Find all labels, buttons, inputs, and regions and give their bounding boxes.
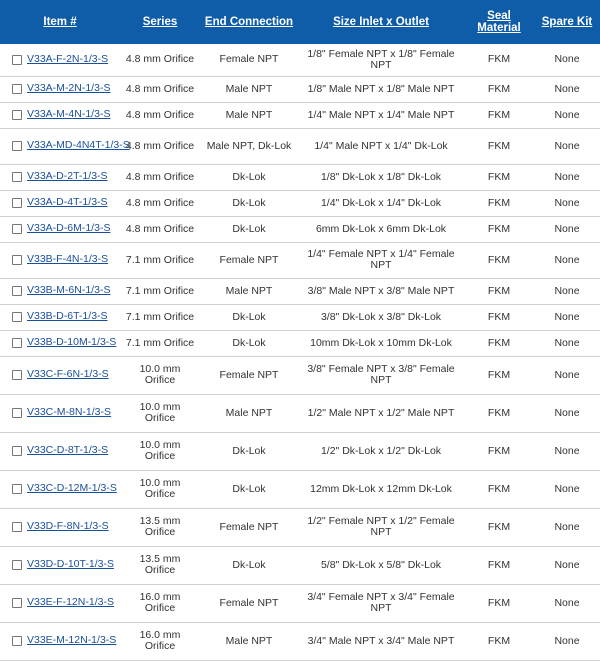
item-cell (0, 622, 120, 660)
row-select-checkbox[interactable] (12, 172, 22, 182)
seal-material-cell: FKM (487, 284, 511, 297)
item-link[interactable]: V33E-M-12N-1/3-S (27, 634, 117, 647)
table-row (0, 546, 600, 584)
spare-kit-cell: None (554, 596, 580, 609)
spare-kit-cell: None (554, 170, 580, 183)
series-cell: 10.0 mm Orifice (139, 477, 181, 500)
item-link[interactable]: V33E-F-12N-1/3-S (27, 596, 114, 609)
row-select-checkbox[interactable] (12, 198, 22, 208)
table-row (0, 190, 600, 216)
series-cell: 10.0 mm Orifice (139, 363, 181, 386)
spare-kit-cell: None (554, 482, 580, 495)
item-link[interactable]: V33D-F-8N-1/3-S (27, 520, 109, 533)
spare-kit-cell: None (554, 634, 580, 647)
item-link[interactable]: V33A-D-2T-1/3-S (27, 170, 108, 183)
seal-material-cell: FKM (487, 482, 511, 495)
seal-material-cell: FKM (487, 253, 511, 266)
spare-kit-cell: None (554, 196, 580, 209)
spare-kit-cell: None (554, 222, 580, 235)
end-connection-cell: Male NPT (225, 82, 273, 95)
table-row (0, 278, 600, 304)
spare-kit-cell: None (554, 558, 580, 571)
item-cell (0, 44, 120, 76)
item-link[interactable]: V33B-D-10M-1/3-S (27, 336, 117, 349)
table-header-row (0, 0, 600, 44)
item-cell (0, 470, 120, 508)
spare-kit-cell: None (554, 53, 580, 66)
item-cell (0, 546, 120, 584)
item-link[interactable]: V33A-D-6M-1/3-S (27, 222, 111, 235)
item-cell (0, 76, 120, 102)
size-cell: 1/4" Dk-Lok x 1/4" Dk-Lok (320, 196, 442, 209)
table-row (0, 76, 600, 102)
seal-material-cell: FKM (487, 82, 511, 95)
seal-material-cell: FKM (487, 558, 511, 571)
spare-kit-cell: None (554, 368, 580, 381)
end-connection-cell: Male NPT (225, 406, 273, 419)
item-link[interactable]: V33C-F-6N-1/3-S (27, 368, 109, 381)
spare-kit-cell: None (554, 336, 580, 349)
table-row (0, 394, 600, 432)
size-cell: 1/8" Female NPT x 1/8" Female NPT (307, 47, 455, 71)
size-cell: 3/4" Male NPT x 3/4" Male NPT (307, 634, 455, 647)
seal-material-cell: FKM (487, 108, 511, 121)
series-cell: 7.1 mm Orifice (125, 336, 195, 349)
table-row (0, 356, 600, 394)
item-cell (0, 330, 120, 356)
end-connection-cell: Female NPT (219, 368, 279, 381)
end-connection-cell: Male NPT (225, 284, 273, 297)
table-row (0, 508, 600, 546)
size-cell: 1/2" Dk-Lok x 1/2" Dk-Lok (320, 444, 442, 457)
table-row (0, 102, 600, 128)
end-connection-cell: Dk-Lok (232, 482, 266, 495)
end-connection-cell: Male NPT (225, 108, 273, 121)
header-seal-material[interactable]: Seal Material (477, 10, 521, 34)
end-connection-cell: Dk-Lok (232, 310, 266, 323)
item-cell (0, 432, 120, 470)
series-cell: 13.5 mm Orifice (139, 515, 181, 538)
row-select-checkbox[interactable] (12, 255, 22, 265)
seal-material-cell: FKM (487, 170, 511, 183)
size-cell: 5/8" Dk-Lok x 5/8" Dk-Lok (320, 558, 442, 571)
row-select-checkbox[interactable] (12, 446, 22, 456)
series-cell: 4.8 mm Orifice (125, 108, 195, 121)
series-cell: 7.1 mm Orifice (125, 253, 195, 266)
item-link[interactable]: V33C-M-8N-1/3-S (27, 406, 112, 419)
item-cell (0, 394, 120, 432)
end-connection-cell: Female NPT (219, 596, 279, 609)
row-select-checkbox[interactable] (12, 408, 22, 418)
series-cell: 10.0 mm Orifice (139, 439, 181, 462)
size-cell: 1/8" Male NPT x 1/8" Male NPT (307, 82, 455, 95)
end-connection-cell: Dk-Lok (232, 444, 266, 457)
end-connection-cell: Male NPT, Dk-Lok (206, 139, 292, 152)
row-select-checkbox[interactable] (12, 84, 22, 94)
series-cell: 4.8 mm Orifice (125, 170, 195, 183)
spare-kit-cell: None (554, 108, 580, 121)
spare-kit-cell: None (554, 253, 580, 266)
item-link[interactable]: V33B-M-6N-1/3-S (27, 284, 111, 297)
seal-material-cell: FKM (487, 634, 511, 647)
row-select-checkbox[interactable] (12, 560, 22, 570)
header-size[interactable]: Size Inlet x Outlet (333, 16, 429, 28)
item-link[interactable]: V33B-D-6T-1/3-S (27, 310, 108, 323)
item-link[interactable]: V33B-F-4N-1/3-S (27, 253, 109, 266)
row-select-checkbox[interactable] (12, 224, 22, 234)
size-cell: 6mm Dk-Lok x 6mm Dk-Lok (315, 222, 447, 235)
end-connection-cell: Female NPT (219, 253, 279, 266)
size-cell: 1/2" Female NPT x 1/2" Female NPT (307, 515, 455, 538)
row-select-checkbox[interactable] (12, 370, 22, 380)
item-link[interactable]: V33D-D-10T-1/3-S (27, 558, 114, 571)
header-series[interactable]: Series (142, 16, 178, 28)
row-select-checkbox[interactable] (12, 55, 22, 65)
size-cell: 12mm Dk-Lok x 12mm Dk-Lok (310, 482, 452, 495)
spare-kit-cell: None (554, 406, 580, 419)
seal-material-cell: FKM (487, 368, 511, 381)
row-select-checkbox[interactable] (12, 636, 22, 646)
seal-material-cell: FKM (487, 596, 511, 609)
seal-material-cell: FKM (487, 53, 511, 66)
size-cell: 1/8" Dk-Lok x 1/8" Dk-Lok (320, 170, 442, 183)
end-connection-cell: Female NPT (219, 53, 279, 66)
item-cell (0, 584, 120, 622)
seal-material-cell: FKM (487, 444, 511, 457)
row-select-checkbox[interactable] (12, 286, 22, 296)
series-cell: 7.1 mm Orifice (125, 310, 195, 323)
size-cell: 1/2" Male NPT x 1/2" Male NPT (307, 406, 455, 419)
spare-kit-cell: None (554, 444, 580, 457)
table-row (0, 432, 600, 470)
end-connection-cell: Female NPT (219, 520, 279, 533)
row-select-checkbox[interactable] (12, 598, 22, 608)
item-cell (0, 102, 120, 128)
series-cell: 16.0 mm Orifice (139, 629, 181, 652)
row-select-checkbox[interactable] (12, 338, 22, 348)
series-cell: 4.8 mm Orifice (125, 196, 195, 209)
header-spare-kit[interactable]: Spare Kit (541, 16, 593, 28)
end-connection-cell: Dk-Lok (232, 196, 266, 209)
seal-material-cell: FKM (487, 406, 511, 419)
item-cell (0, 278, 120, 304)
item-cell (0, 190, 120, 216)
seal-material-cell: FKM (487, 139, 511, 152)
item-link[interactable]: V33A-F-2N-1/3-S (27, 53, 109, 66)
series-cell: 16.0 mm Orifice (139, 591, 181, 614)
item-cell (0, 128, 130, 164)
size-cell: 3/8" Male NPT x 3/8" Male NPT (307, 284, 455, 297)
item-link[interactable]: V33A-M-2N-1/3-S (27, 82, 111, 95)
seal-material-cell: FKM (487, 310, 511, 323)
table-row (0, 216, 600, 242)
size-cell: 3/8" Dk-Lok x 3/8" Dk-Lok (320, 310, 442, 323)
row-select-checkbox[interactable] (12, 312, 22, 322)
item-link[interactable]: V33A-D-4T-1/3-S (27, 196, 108, 209)
item-link[interactable]: V33C-D-12M-1/3-S (27, 482, 117, 495)
item-cell (0, 304, 120, 330)
end-connection-cell: Male NPT (225, 634, 273, 647)
header-item[interactable]: Item # (43, 16, 77, 28)
row-select-checkbox[interactable] (12, 484, 22, 494)
end-connection-cell: Dk-Lok (232, 558, 266, 571)
size-cell: 10mm Dk-Lok x 10mm Dk-Lok (310, 336, 452, 349)
item-cell (0, 164, 120, 190)
table-row (0, 44, 600, 76)
size-cell: 3/4" Female NPT x 3/4" Female NPT (307, 591, 455, 614)
item-link[interactable]: V33A-M-4N-1/3-S (27, 108, 111, 121)
seal-material-cell: FKM (487, 336, 511, 349)
series-cell: 7.1 mm Orifice (125, 284, 195, 297)
item-link[interactable]: V33C-D-8T-1/3-S (27, 444, 109, 457)
table-row (0, 330, 600, 356)
table-body (0, 44, 600, 660)
item-cell (0, 242, 120, 278)
row-select-checkbox[interactable] (12, 110, 22, 120)
header-end-connection[interactable]: End Connection (204, 16, 294, 28)
row-select-checkbox[interactable] (12, 141, 22, 151)
series-cell: 10.0 mm Orifice (139, 401, 181, 424)
spare-kit-cell: None (554, 520, 580, 533)
end-connection-cell: Dk-Lok (232, 336, 266, 349)
series-cell: 13.5 mm Orifice (139, 553, 181, 576)
table-row (0, 584, 600, 622)
seal-material-cell: FKM (487, 222, 511, 235)
spare-kit-cell: None (554, 310, 580, 323)
series-cell: 4.8 mm Orifice (125, 82, 195, 95)
series-cell: 4.8 mm Orifice (125, 53, 195, 66)
seal-material-cell: FKM (487, 520, 511, 533)
table-row (0, 242, 600, 278)
table-row (0, 128, 600, 164)
size-cell: 1/4" Male NPT x 1/4" Dk-Lok (314, 139, 448, 152)
item-cell (0, 356, 120, 394)
table-row (0, 622, 600, 660)
size-cell: 1/4" Female NPT x 1/4" Female NPT (307, 248, 455, 271)
size-cell: 1/4" Male NPT x 1/4" Male NPT (307, 108, 455, 121)
seal-material-cell: FKM (487, 196, 511, 209)
end-connection-cell: Dk-Lok (232, 170, 266, 183)
item-cell (0, 508, 120, 546)
table-row (0, 164, 600, 190)
size-cell: 3/8" Female NPT x 3/8" Female NPT (307, 363, 455, 386)
item-cell (0, 216, 120, 242)
series-cell: 4.8 mm Orifice (125, 139, 195, 152)
table-row (0, 470, 600, 508)
series-cell: 4.8 mm Orifice (125, 222, 195, 235)
table-row (0, 304, 600, 330)
item-link[interactable]: V33A-MD-4N4T-1/3-S (27, 139, 130, 152)
spare-kit-cell: None (554, 284, 580, 297)
spare-kit-cell: None (554, 139, 580, 152)
spare-kit-cell: None (554, 82, 580, 95)
row-select-checkbox[interactable] (12, 522, 22, 532)
end-connection-cell: Dk-Lok (232, 222, 266, 235)
